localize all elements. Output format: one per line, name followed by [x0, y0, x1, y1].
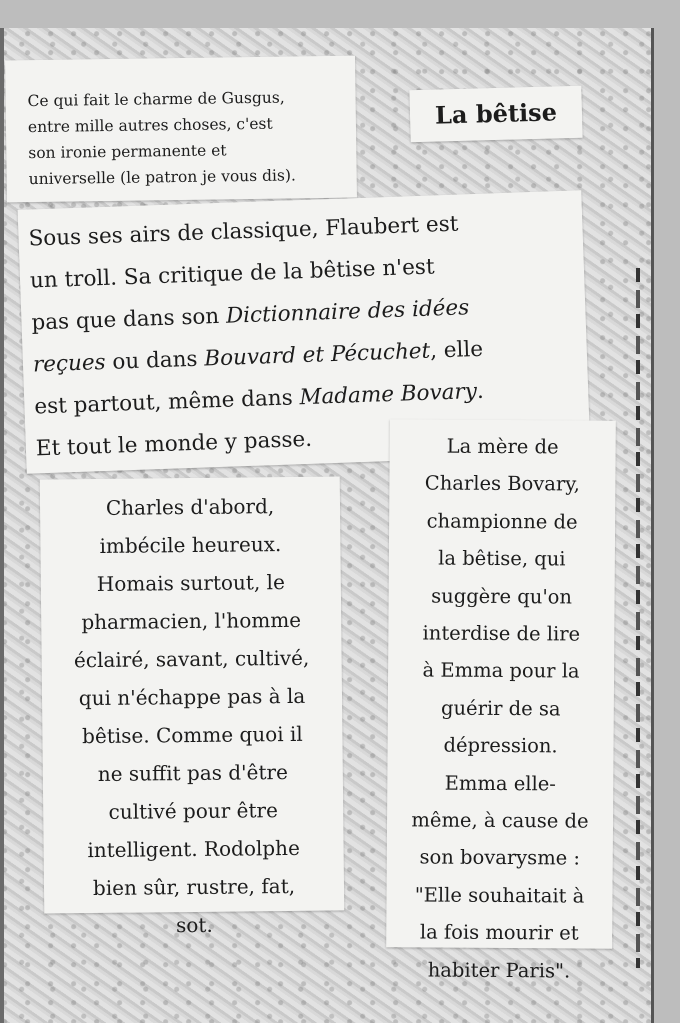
left-line: sot.	[175, 912, 213, 938]
book-title-italic: Madame Bovary	[299, 379, 478, 411]
main-text: ou dans	[105, 346, 205, 375]
right-line: "Elle souhaitait à	[414, 883, 585, 908]
right-line: Charles Bovary,	[424, 471, 581, 496]
left-line: pharmacien, l'homme	[81, 607, 302, 635]
main-text: pas que dans son	[31, 303, 227, 336]
intro-line: son ironie permanente et	[28, 141, 227, 163]
intro-line: Ce qui fait le charme de Gusgus,	[27, 88, 285, 111]
left-line: intelligent. Rodolphe	[87, 835, 300, 863]
intro-clipping	[5, 56, 357, 203]
right-line: même, à cause de	[411, 808, 589, 833]
page-title: La bêtise	[409, 86, 582, 142]
book-title-italic: reçues	[32, 349, 107, 378]
right-line: la bêtise, qui	[438, 546, 566, 571]
main-text: , elle	[429, 336, 484, 364]
main-text: .	[476, 378, 485, 404]
left-line: ne suffit pas d'être	[97, 760, 288, 786]
right-line: interdise de lire	[422, 621, 581, 646]
main-line: Et tout le monde y passe.	[35, 426, 313, 462]
left-line: bien sûr, rustre, fat,	[92, 873, 296, 901]
main-line: Sous ses airs de classique, Flaubert est	[28, 211, 459, 252]
left-line: qui n'échappe pas à la	[78, 683, 306, 711]
left-line: bêtise. Comme quoi il	[81, 721, 303, 749]
main-line: un troll. Sa critique de la bêtise n'est	[29, 254, 435, 294]
right-line: à Emma pour la	[422, 658, 580, 683]
right-line: la fois mourir et	[419, 920, 579, 945]
right-line: La mère de	[446, 434, 559, 459]
book-title-italic: Bouvard et Pécuchet	[203, 338, 431, 372]
right-clipping	[386, 419, 616, 983]
right-line: championne de	[426, 509, 578, 534]
intro-line: universelle (le patron je vous dis).	[28, 166, 297, 189]
left-line: imbécile heureux.	[99, 532, 282, 558]
left-line: éclairé, savant, cultivé,	[73, 645, 310, 673]
right-line: son bovarysme :	[419, 845, 581, 871]
right-line: suggère qu'on	[431, 584, 573, 609]
main-text: est partout, même dans	[34, 385, 300, 420]
right-line: guérir de sa	[440, 696, 561, 721]
intro-line: entre mille autres choses, c'est	[27, 114, 273, 137]
right-line: Emma elle-	[444, 771, 556, 796]
left-line: cultivé pour être	[108, 798, 278, 824]
left-line: Charles d'abord,	[105, 494, 275, 520]
right-line: habiter Paris".	[427, 958, 571, 983]
right-line: dépression.	[443, 733, 558, 758]
book-title-italic: Dictionnaire des idées	[225, 295, 470, 329]
left-line: Homais surtout, le	[96, 570, 285, 596]
left-clipping	[40, 476, 345, 938]
